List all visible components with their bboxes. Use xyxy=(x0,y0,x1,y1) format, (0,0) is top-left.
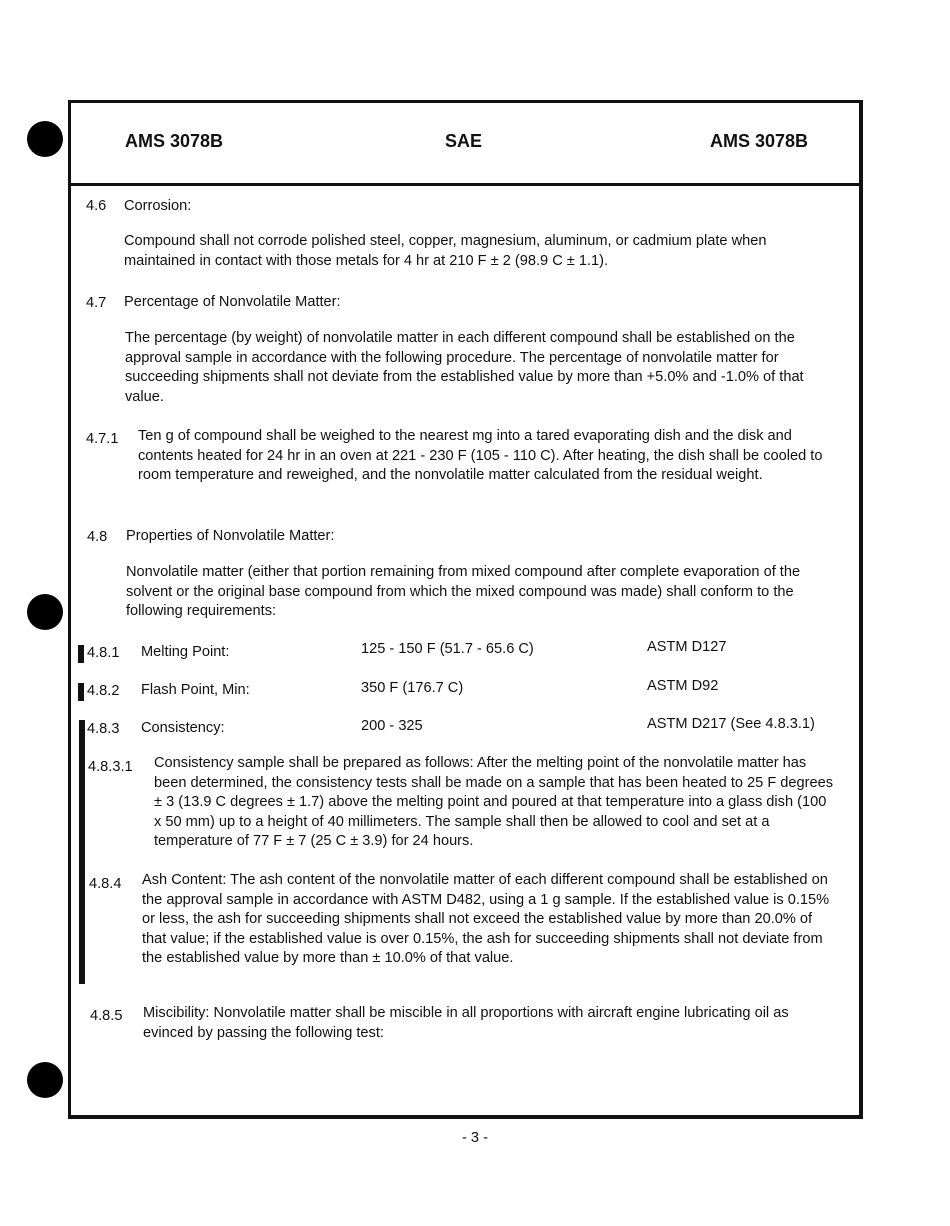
header-doc-id-right: AMS 3078B xyxy=(710,131,809,151)
requirement-property: Melting Point: xyxy=(141,644,230,660)
section-body: Ten g of compound shall be weighed to the nearest mg into a tared evaporating dish and the disk and contents heated for 24 hr in an oven at 221 - 230 F (105 - 110 C). After heating, the dish shall be cooled to room temperature and reweighed, and the nonvolatile matter calculated from the residual weight. xyxy=(138,428,823,483)
section-number: 4.7.1 xyxy=(86,431,119,447)
requirement-method: ASTM D127 xyxy=(647,639,727,655)
section-number: 4.8 xyxy=(87,529,108,545)
section-number: 4.8.4 xyxy=(89,876,122,892)
section-number: 4.8.3.1 xyxy=(88,759,133,775)
requirement-value: 200 - 325 xyxy=(361,718,423,734)
change-bar-4-8-1 xyxy=(78,645,84,663)
section-title: Percentage of Nonvolatile Matter: xyxy=(124,294,341,310)
section-body: Miscibility: Nonvolatile matter shall be miscible in all proportions with aircraft engine lubricating oil as evinced by passing the following test: xyxy=(143,1005,789,1041)
section-title: Corrosion: xyxy=(124,198,192,214)
header-org: SAE xyxy=(445,131,483,151)
section-title: Properties of Nonvolatile Matter: xyxy=(126,528,335,544)
requirement-value: 125 - 150 F (51.7 - 65.6 C) xyxy=(361,641,534,657)
requirement-property: Consistency: xyxy=(141,720,225,736)
requirement-property: Flash Point, Min: xyxy=(141,682,250,698)
requirement-number: 4.8.3 xyxy=(87,721,120,737)
page-header xyxy=(71,103,859,186)
section-number: 4.8.5 xyxy=(90,1008,123,1024)
requirement-method: ASTM D92 xyxy=(647,678,719,694)
section-body: Nonvolatile matter (either that portion remaining from mixed compound after complete evaporation of the solvent or the original base compound from which the mixed compound was made) shall conform to the following requirements: xyxy=(126,564,801,619)
punch-hole-bottom xyxy=(27,1062,63,1098)
section-body: Ash Content: The ash content of the nonvolatile matter of each different compound shall be established on the approval sample in accordance with ASTM D482, using a 1 g sample. If the established value is 0.15% or less, the ash for succeeding shipments shall not exceed the established value by more than 20.0% of that value; if the established value is over 0.15%, the ash for succeeding shipments shall not deviate from the established value by more than ± 10.0% of that value. xyxy=(142,872,830,966)
section-number: 4.7 xyxy=(86,295,107,311)
section-body: Consistency sample shall be prepared as follows: After the melting point of the nonvolatile matter has been determined, the consistency tests shall be made on a sample that has been heated to 25 F degrees ± 3 (13.9 C degrees ± 1.7) above the melting point and poured at that temperature into a glass dish (100 x 50 mm) up to a height of 40 millimeters. The sample shall then be allowed to cool and set at a temperature of 77 F ± 7 (25 C ± 3.9) for 24 hours. xyxy=(154,755,834,849)
punch-hole-middle xyxy=(27,594,63,630)
header-doc-id-left: AMS 3078B xyxy=(125,131,224,151)
requirement-number: 4.8.2 xyxy=(87,683,120,699)
page-number: - 3 - xyxy=(462,1130,488,1146)
change-bar-4-8-2 xyxy=(78,683,84,701)
requirement-number: 4.8.1 xyxy=(87,645,120,661)
requirement-method: ASTM D217 (See 4.8.3.1) xyxy=(647,716,815,732)
section-body: Compound shall not corrode polished steel, copper, magnesium, aluminum, or cadmium plate when maintained in contact with those metals for 4 hr at 210 F ± 2 (98.9 C ± 1.1). xyxy=(124,233,767,269)
punch-hole-top xyxy=(27,121,63,157)
change-bar-section xyxy=(79,720,85,984)
section-number: 4.6 xyxy=(86,198,107,214)
requirement-value: 350 F (176.7 C) xyxy=(361,680,464,696)
section-body: The percentage (by weight) of nonvolatile matter in each different compound shall be established on the approval sample in accordance with the following procedure. The percentage of nonvolatile matter for succeeding shipments shall not deviate from the established value by more than +5.0% and -1.0% of that value. xyxy=(125,330,804,405)
